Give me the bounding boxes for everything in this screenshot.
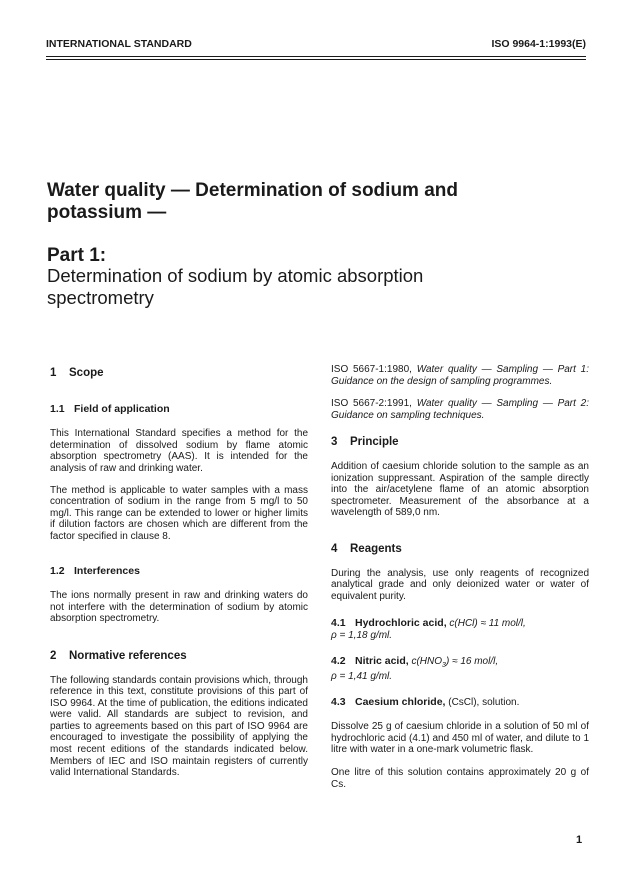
reagent-name: Caesium chloride,: [355, 695, 446, 708]
reference-title: Water quality — Sampling — Part 1: Guidance on the design of sampling programmes.: [331, 364, 590, 387]
page-number: 1: [576, 834, 583, 846]
part-title-line-1: Determination of sodium by atomic absorption: [47, 265, 424, 286]
paragraph-field-2: The method is applicable to water samples with a mass concentration of sodium in the range from 5 mg/l to 50 mg/l. This range can be extended to lower or higher limits if dilution factors are chosen which are different from the factor specified in clause 8.: [50, 484, 308, 542]
section-number: 3: [331, 436, 338, 449]
header-standard-type: INTERNATIONAL STANDARD: [46, 38, 192, 50]
section-title: Interferences: [74, 564, 140, 577]
header-standard-number: ISO 9964-1:1993(E): [491, 38, 586, 50]
reference-code: ISO 5667-2:1991,: [331, 398, 412, 410]
paragraph-interferences: The ions normally present in raw and drinking waters do not interfere with the determination of sodium by atomic absorption spectrometry.: [50, 590, 308, 625]
section-title: Reagents: [350, 542, 402, 555]
heading-scope: [50, 368, 308, 380]
reagent-formula: (CsCl), solution.: [448, 696, 520, 708]
reference-iso-5667-2: [331, 398, 589, 421]
section-title: Normative references: [69, 649, 187, 662]
heading-principle: [331, 437, 589, 449]
running-header: [46, 38, 586, 54]
reagent-concentration: c(HCl) ≈ 11 mol/l,: [449, 618, 526, 630]
left-column: [50, 364, 308, 779]
section-title: Field of application: [74, 402, 170, 415]
header-rule-2: [46, 59, 586, 60]
section-number: 1.1: [50, 402, 65, 415]
part-title: [47, 265, 567, 309]
paragraph-normative-references: The following standards contain provisions which, through reference in this text, constitute provisions of this part of ISO 9964. At the time of publication, the editions indicated were valid. All standards are subject to revision, and parties to agreements based on this part of ISO 9964 are encouraged to investigate the possibility of applying the most recent editions of the standards indicated below. Members of IEC and ISO maintain registers of currently valid International Standards.: [50, 674, 308, 779]
heading-reagents: [331, 544, 589, 556]
title-line-2: potassium —: [47, 202, 167, 223]
section-number: 1.2: [50, 564, 65, 577]
paragraph-principle: Addition of caesium chloride solution to the sample as an ionization suppressant. Aspiration of the sample directly into the air/acetylene flame of an atomic absorption spectrometer. Measurement of the absorbance at a wavelength of 589,0 nm.: [331, 460, 589, 519]
reagent-name: Nitric acid,: [355, 654, 409, 667]
section-number: 4: [331, 542, 338, 555]
section-title: Principle: [350, 436, 399, 449]
reagent-density: ρ = 1,41 g/ml.: [331, 671, 393, 683]
title-line-1: Water quality — Determination of sodium and: [47, 180, 458, 201]
reagent-caesium-chloride: [331, 697, 589, 709]
section-number: 2: [50, 649, 57, 662]
section-title: Scope: [69, 367, 104, 379]
header-rule: [46, 56, 586, 57]
section-number: 4.1: [331, 617, 346, 630]
reference-iso-5667-1: [331, 364, 589, 387]
paragraph-field-1: This International Standard specifies a method for the determination of dissolved sodium by flame atomic absorption spectrometry (AAS). It is intended for the analysis of raw and drinking water.: [50, 428, 308, 474]
heading-normative-references: [50, 651, 308, 663]
section-number: 4.2: [331, 654, 346, 667]
reagent-hydrochloric-acid: [331, 618, 589, 641]
paragraph-caesium-content: One litre of this solution contains approximately 20 g of Cs.: [331, 767, 589, 790]
reagent-density: ρ = 1,18 g/ml.: [331, 629, 393, 641]
reference-title: Water quality — Sampling — Part 2: Guidance on sampling techniques.: [331, 398, 590, 421]
section-number: 4.3: [331, 695, 346, 708]
right-column: [331, 364, 589, 790]
reagent-concentration: $c(HNO_3) \approx 16$ mol/l,: [411, 655, 499, 669]
heading-interferences: [50, 566, 308, 578]
part-label: Part 1:: [47, 245, 107, 266]
reference-code: ISO 5667-1:1980,: [331, 364, 412, 375]
part-title-line-2: spectrometry: [47, 287, 154, 308]
reagent-name: Hydrochloric acid,: [355, 617, 447, 630]
reagent-nitric-acid: [331, 656, 589, 683]
paragraph-caesium-preparation: Dissolve 25 g of caesium chloride in a solution of 50 ml of hydrochloric acid (4.1) and 450 ml of water, and dilute to 1 litre with water in a one-mark volumetric flask.: [331, 721, 589, 756]
heading-field-of-application: [50, 404, 308, 416]
document-title: [47, 180, 547, 224]
paragraph-reagents: During the analysis, use only reagents of recognized analytical grade and only deionized water or water of equivalent purity.: [331, 567, 589, 602]
section-number: 1: [50, 367, 57, 379]
